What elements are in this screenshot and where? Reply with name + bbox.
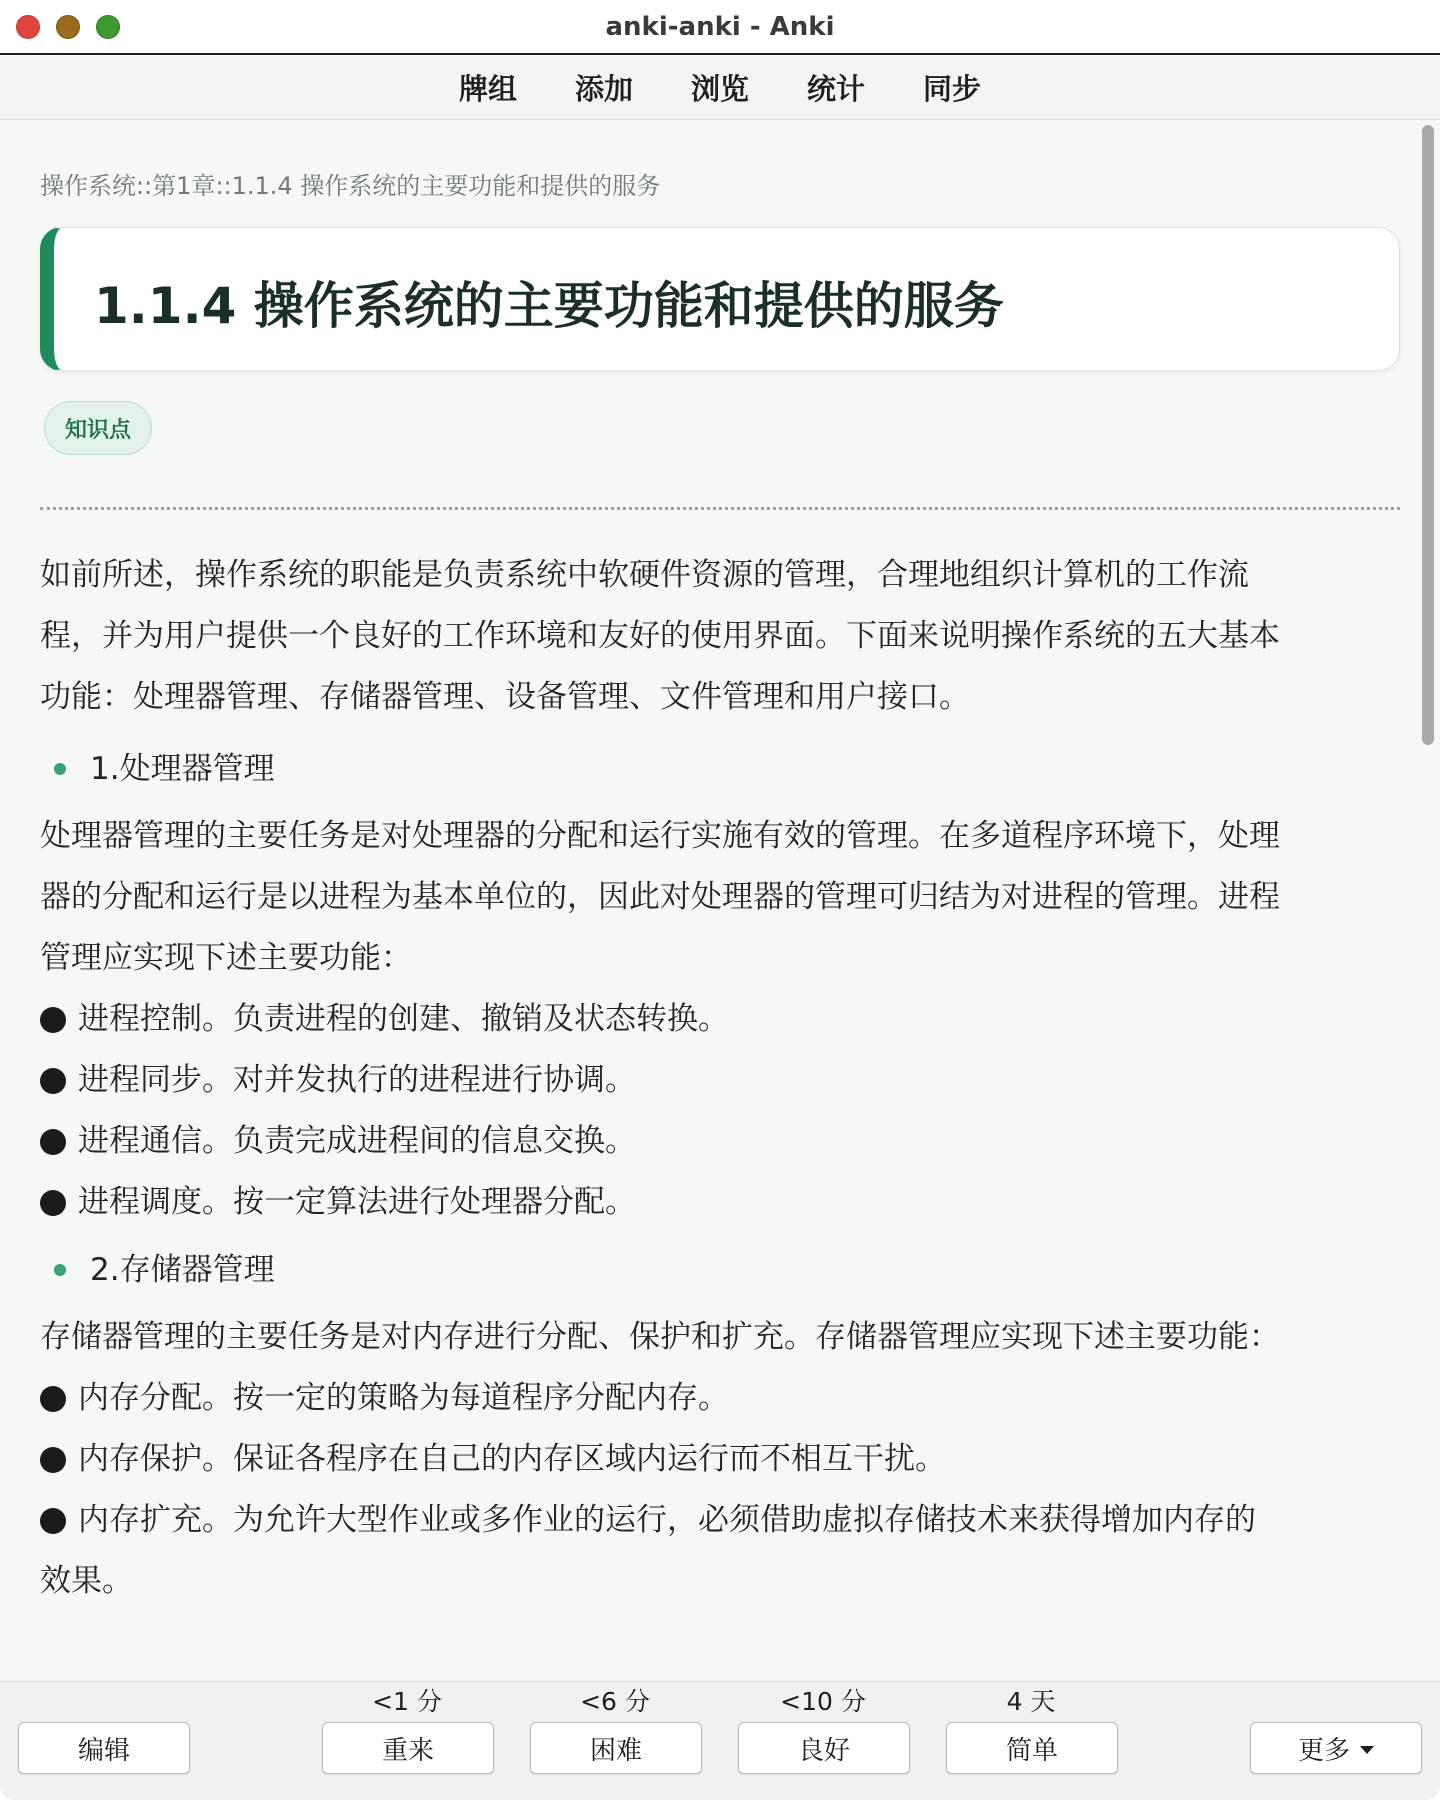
list-item [40,989,1406,1050]
tag-badge: 知识点 [44,401,152,455]
list-item-continuation: 效果。 [40,1563,133,1599]
section-bullet-icon [54,1264,66,1276]
caret-down-icon [1360,1746,1374,1754]
black-circle-icon [40,1007,66,1033]
section-desc-line: 管理应实现下述主要功能： [40,940,412,976]
dotted-divider [40,507,1400,510]
answer-bar [0,1681,1440,1800]
black-circle-icon [40,1508,66,1534]
section-heading-label: 1.处理器管理 [90,750,275,787]
nav-sync[interactable]: 同步 [923,72,982,106]
section-heading [40,738,1406,800]
card-body [40,545,1406,1612]
list-item [40,1490,1406,1551]
list-item-text: 进程调度。按一定算法进行处理器分配。 [78,1184,636,1220]
hard-interval: <6 分 [580,1687,650,1716]
intro-line: 如前所述，操作系统的职能是负责系统中软硬件资源的管理，合理地组织计算机的工作流 [40,557,1249,593]
section-desc-line: 器的分配和运行是以进程为基本单位的，因此对处理器的管理可归结为对进程的管理。进程 [40,879,1280,915]
hard-button[interactable] [530,1722,702,1774]
list-item-text: 内存分配。按一定的策略为每道程序分配内存。 [78,1380,729,1416]
list-item [40,1172,1406,1233]
list-item [40,1368,1406,1429]
title-bar [0,0,1440,55]
list-item [40,1429,1406,1490]
top-nav [0,56,1440,120]
edit-button[interactable] [18,1722,190,1774]
scrollbar-thumb[interactable] [1422,125,1434,745]
easy-interval: 4 天 [1006,1687,1056,1716]
list-item-text: 进程控制。负责进程的创建、撤销及状态转换。 [78,1001,729,1037]
easy-button[interactable] [946,1722,1118,1774]
easy-button-label: 简单 [1005,1735,1058,1766]
list-item-text: 进程通信。负责完成进程间的信息交换。 [78,1123,636,1159]
good-button[interactable] [738,1722,910,1774]
section-heading-label: 2.存储器管理 [90,1251,275,1288]
intro-line: 功能：处理器管理、存储器管理、设备管理、文件管理和用户接口。 [40,679,970,715]
nav-browse[interactable]: 浏览 [690,72,749,106]
nav-add[interactable]: 添加 [574,72,633,106]
nav-stats[interactable]: 统计 [807,72,866,106]
more-button[interactable] [1250,1722,1422,1774]
section-bullet-icon [54,763,66,775]
again-interval: <1 分 [372,1687,442,1716]
edit-button-label: 编辑 [77,1735,130,1766]
black-circle-icon [40,1447,66,1473]
black-circle-icon [40,1068,66,1094]
black-circle-icon [40,1129,66,1155]
good-button-label: 良好 [797,1735,850,1766]
good-interval: <10 分 [780,1687,866,1716]
list-item [40,1111,1406,1172]
more-button-label: 更多 [1297,1735,1350,1766]
again-button-label: 重来 [381,1735,434,1766]
breadcrumb: 操作系统::第1章::1.1.4 操作系统的主要功能和提供的服务 [40,172,661,200]
list-item-text: 内存保护。保证各程序在自己的内存区域内运行而不相互干扰。 [78,1441,946,1477]
list-item-text: 进程同步。对并发执行的进程进行协调。 [78,1062,636,1098]
section-desc-line: 处理器管理的主要任务是对处理器的分配和运行实施有效的管理。在多道程序环境下，处理 [40,818,1280,854]
intro-line: 程，并为用户提供一个良好的工作环境和友好的使用界面。下面来说明操作系统的五大基本 [40,618,1280,654]
section-heading [40,1239,1406,1301]
list-item [40,1050,1406,1111]
card-title: 1.1.4 操作系统的主要功能和提供的服务 [94,277,1004,335]
section-desc-line: 存储器管理的主要任务是对内存进行分配、保护和扩充。存储器管理应实现下述主要功能： [40,1319,1280,1355]
black-circle-icon [40,1386,66,1412]
hard-button-label: 困难 [589,1735,642,1766]
card-content[interactable] [0,121,1440,1681]
nav-decks[interactable]: 牌组 [458,72,517,106]
window-title: anki-anki - Anki [605,12,835,42]
list-item-text: 内存扩充。为允许大型作业或多作业的运行，必须借助虚拟存储技术来获得增加内存的 [78,1502,1256,1538]
card-title-box [40,227,1400,371]
again-button[interactable] [322,1722,494,1774]
black-circle-icon [40,1190,66,1216]
